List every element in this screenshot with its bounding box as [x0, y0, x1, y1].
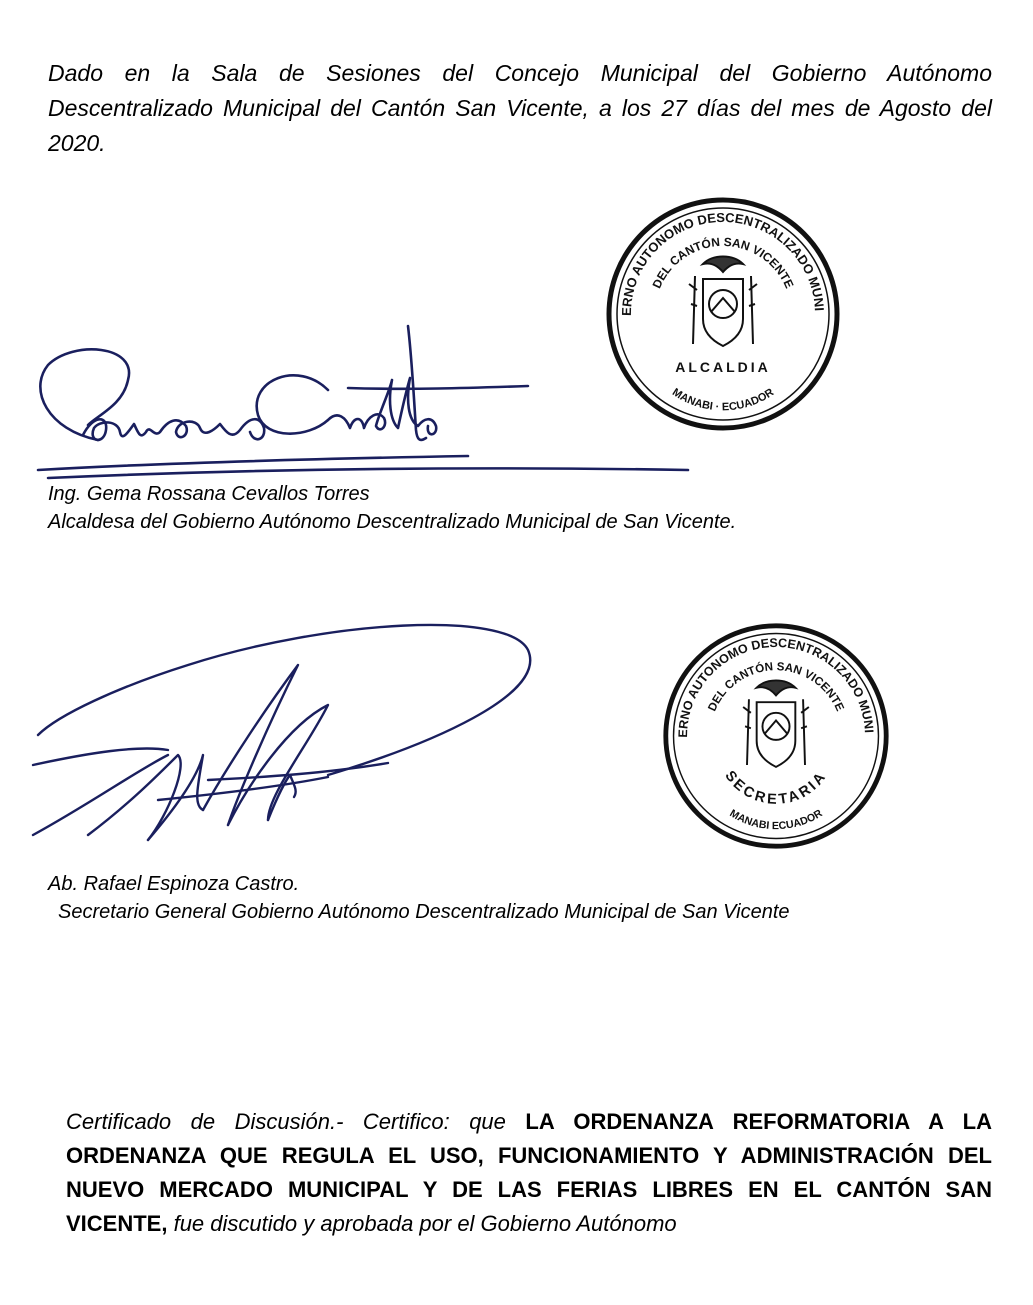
ordinance-title: LA ORDENANZA REFORMATORIA A LA ORDENANZA QUE REGULA EL USO, FUNCIONAMIENTO Y ADMINISTRACIÓN DEL NUEVO MERCADO MUNICIPAL Y DE LAS FERIAS LIBRES EN EL CANTÓN SAN VICENTE,	[66, 1109, 992, 1236]
certificate-paragraph	[66, 1105, 992, 1241]
seal-outer-text: ERNO AUTONOMO DESCENTRALIZADO MUNI	[618, 209, 827, 317]
seal-inner-text: DEL CANTÓN SAN VICENTE	[649, 234, 797, 291]
seal-location: MANABI · ECUADOR	[669, 386, 777, 414]
secretary-signature	[28, 605, 548, 865]
closing-paragraph: Dado en la Sala de Sesiones del Concejo Municipal del Gobierno Autónomo Descentralizado Municipal del Cantón San Vicente, a los 27 días del mes de Agosto del 2020.	[48, 60, 992, 156]
coat-of-arms-icon	[689, 257, 757, 347]
svg-text:GOBIERNO AUTONOMO DESCENTRALIZ	[660, 620, 876, 738]
seal-outer-text: ERNO AUTONOMO DESCENTRALIZADO MUNI	[675, 635, 876, 738]
secretaria-seal	[660, 620, 892, 852]
seal-department: ALCALDIA	[675, 359, 771, 375]
seal-location: MANABI ECUADOR	[727, 807, 825, 833]
certificate-tail: fue discutido y aprobada por el Gobierno Autónomo	[167, 1211, 677, 1236]
secretary-name: Ab. Rafael Espinoza Castro.	[48, 873, 300, 895]
secretary-title: Secretario General Gobierno Autónomo Descentralizado Municipal de San Vicente	[58, 901, 790, 923]
coat-of-arms-icon	[743, 680, 809, 767]
svg-text:MANABI · ECUADOR	[670, 386, 776, 413]
svg-text:GOBIERNO AUTONOMO DESCENTRALIZ	[603, 194, 827, 316]
alcaldia-seal	[603, 194, 843, 434]
svg-text:MANABI ECUADOR	[728, 807, 825, 832]
mayor-name: Ing. Gema Rossana Cevallos Torres	[48, 483, 370, 505]
mayor-title: Alcaldesa del Gobierno Autónomo Descentralizado Municipal de San Vicente.	[48, 511, 737, 533]
certificate-lead: Certificado de Discusión.- Certifico: que	[66, 1109, 526, 1134]
seal-inner-text: DEL CANTÓN SAN VICENTE	[705, 660, 847, 714]
seal-department: SECRETARIA	[721, 767, 831, 808]
svg-text:SECRETARIA	[721, 768, 830, 808]
